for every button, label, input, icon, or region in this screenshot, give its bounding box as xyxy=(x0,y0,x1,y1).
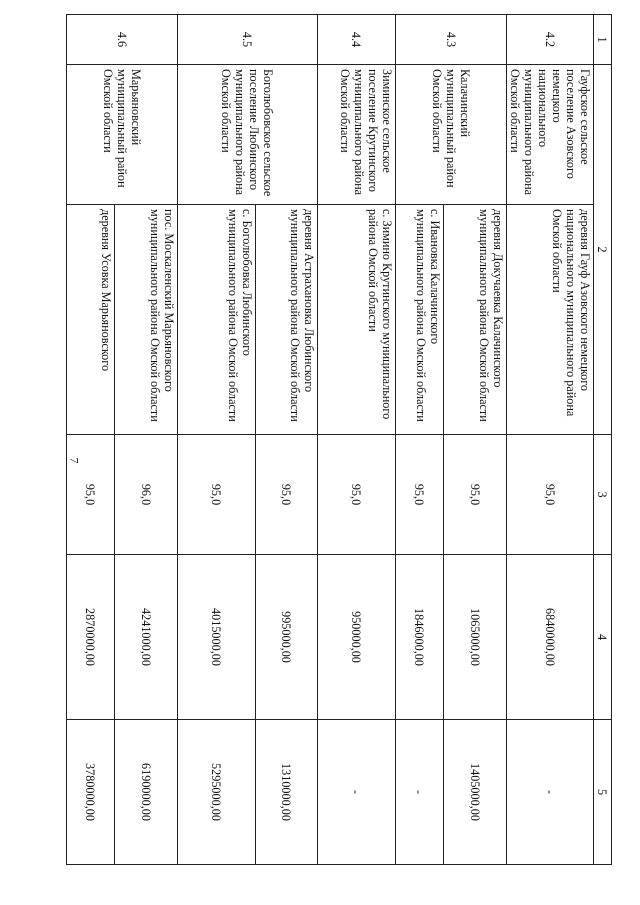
percent-cell: 95,0 xyxy=(396,435,444,555)
row-number: 4.2 xyxy=(507,15,594,65)
settlement-cell: деревня Астрахановка Любинского муниципального района Омской области xyxy=(256,205,318,435)
settlement-cell: деревня Усовка Марьяновского xyxy=(67,205,115,435)
percent-cell: 95,0 xyxy=(178,435,256,555)
amount-col4-cell: 1846000,00 xyxy=(396,555,444,720)
table-row xyxy=(115,15,178,865)
header-col-3: 3 xyxy=(594,435,612,555)
municipality-cell: Гауфское сельское поселение Азовского немецкого национального муниципального района Омской области xyxy=(507,65,594,205)
amount-col5-cell: - xyxy=(507,720,594,865)
row-number: 4.6 xyxy=(67,15,178,65)
settlement-cell: деревня Гауф Азовского немецкого национального муниципального района Омской области xyxy=(507,205,594,435)
percent-cell: 95,0 xyxy=(67,435,115,555)
settlement-cell: деревня Докучаевка Калачинского муниципального района Омской области xyxy=(444,205,507,435)
percent-cell: 96,0 xyxy=(115,435,178,555)
settlement-cell: пос. Москаленский Марьяновского муниципального района Омской области xyxy=(115,205,178,435)
amount-col5-cell: 1405000,00 xyxy=(444,720,507,865)
amount-col5-cell: 1310000,00 xyxy=(256,720,318,865)
column-number-header-row xyxy=(594,15,612,865)
amount-col5-cell: - xyxy=(318,720,396,865)
percent-cell: 95,0 xyxy=(256,435,318,555)
percent-cell: 95,0 xyxy=(318,435,396,555)
amount-col4-cell: 4015000,00 xyxy=(178,555,256,720)
municipality-cell: Марьяновский муниципальный район Омской области xyxy=(67,65,178,205)
amount-col4-cell: 995000,00 xyxy=(256,555,318,720)
header-col-2: 2 xyxy=(594,65,612,435)
table-row xyxy=(318,15,396,865)
settlement-cell: с. Боголюбовка Любинского муниципального района Омской области xyxy=(178,205,256,435)
municipality-cell: Зиминское сельское поселение Крутинского муниципального района Омской области xyxy=(318,65,396,205)
budget-allocation-table xyxy=(66,14,612,865)
row-number: 4.5 xyxy=(178,15,318,65)
amount-col5-cell: 3780000,00 xyxy=(67,720,115,865)
amount-col4-cell: 6840000,00 xyxy=(507,555,594,720)
settlement-cell: с. Зимино Крутинского муниципального района Омской области xyxy=(318,205,396,435)
header-col-5: 5 xyxy=(594,720,612,865)
amount-col4-cell: 4241000,00 xyxy=(115,555,178,720)
municipality-cell: Калачинский муниципальный район Омской области xyxy=(396,65,507,205)
header-col-4: 4 xyxy=(594,555,612,720)
header-col-1: 1 xyxy=(594,15,612,65)
table-row xyxy=(256,15,318,865)
amount-col5-cell: - xyxy=(396,720,444,865)
row-number: 4.4 xyxy=(318,15,396,65)
municipality-cell: Боголюбовское сельское поселение Любинского муниципального района Омской области xyxy=(178,65,318,205)
amount-col4-cell: 950000,00 xyxy=(318,555,396,720)
percent-cell: 95,0 xyxy=(507,435,594,555)
percent-cell: 95,0 xyxy=(444,435,507,555)
rotated-table-container xyxy=(78,14,612,864)
settlement-cell: с. Ивановка Калачинского муниципального района Омской области xyxy=(396,205,444,435)
page-number: 7 xyxy=(67,457,82,464)
table-row xyxy=(507,15,594,865)
table-row xyxy=(444,15,507,865)
amount-col5-cell: 5295000,00 xyxy=(178,720,256,865)
amount-col5-cell: 6190000,00 xyxy=(115,720,178,865)
row-number: 4.3 xyxy=(396,15,507,65)
amount-col4-cell: 1065000,00 xyxy=(444,555,507,720)
amount-col4-cell: 2870000,00 xyxy=(67,555,115,720)
